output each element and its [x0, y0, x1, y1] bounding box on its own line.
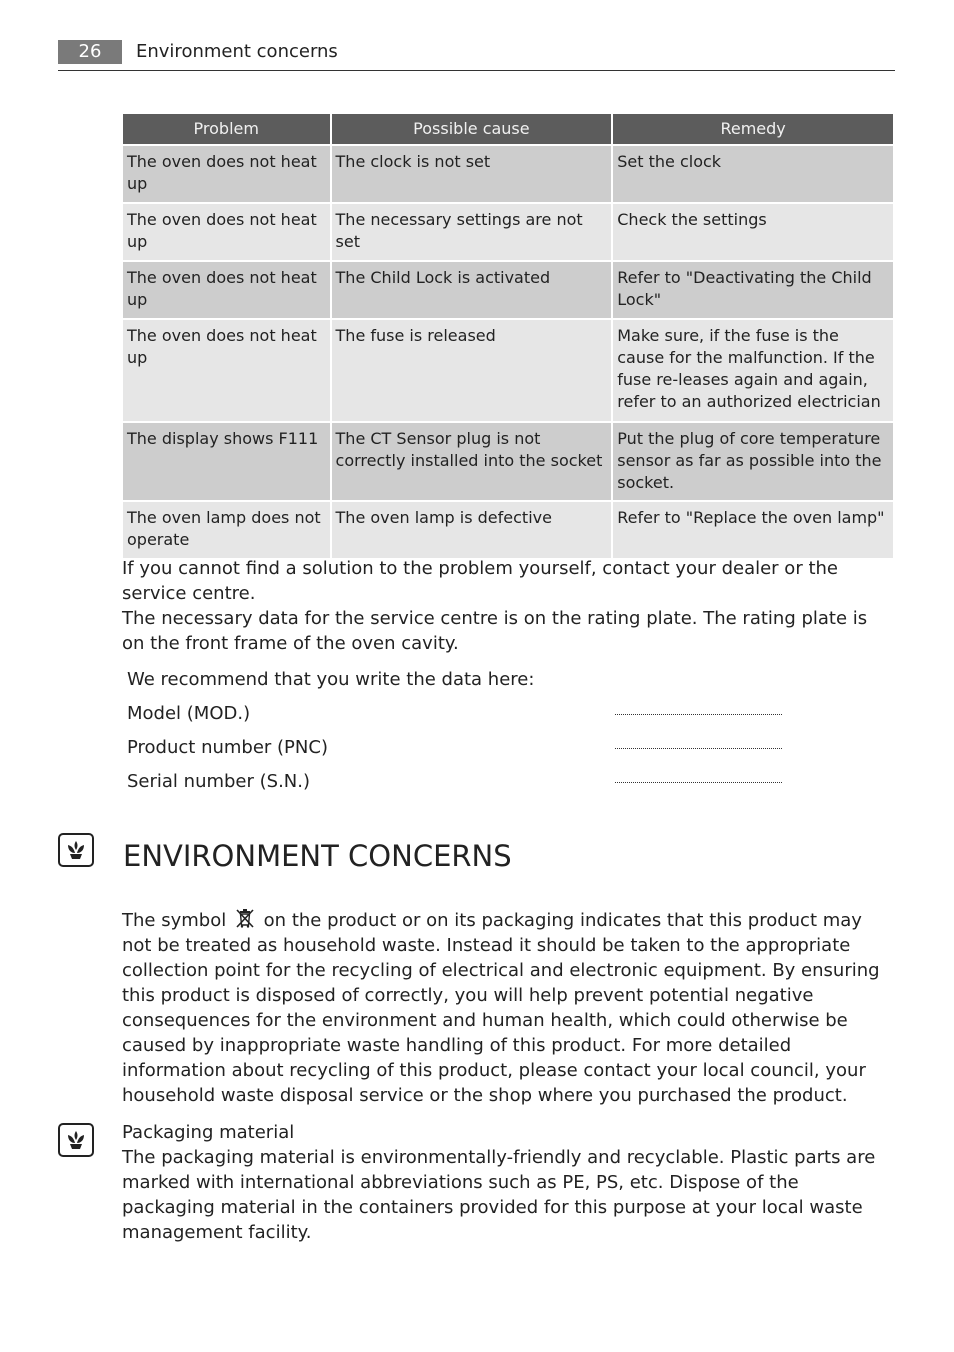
cell-cause: The necessary settings are not set: [332, 204, 612, 260]
cell-cause: The CT Sensor plug is not correctly installed into the socket: [332, 423, 612, 500]
cell-cause: The clock is not set: [332, 146, 612, 202]
cell-remedy: Refer to "Deactivating the Child Lock": [613, 262, 893, 318]
serial-number-write-line: [615, 782, 782, 783]
cell-remedy: Put the plug of core temperature sensor as far as possible into the socket.: [613, 423, 893, 500]
packaging-text: The packaging material is environmentally-friendly and recyclable. Plastic parts are marked with international abbreviations such as PE, PS, etc. Dispose of the packaging material in the containers provided for this purpose at your local waste management facility.: [122, 1147, 876, 1243]
cell-problem: The oven does not heat up: [123, 262, 330, 318]
cell-problem: The oven does not heat up: [123, 320, 330, 421]
recommend-text: We recommend that you write the data here:: [127, 669, 535, 690]
cell-problem: The display shows F111: [123, 423, 330, 500]
weee-paragraph: [122, 907, 892, 1108]
cell-cause: The Child Lock is activated: [332, 262, 612, 318]
cell-cause: The oven lamp is defective: [332, 502, 612, 558]
cell-remedy: Refer to "Replace the oven lamp": [613, 502, 893, 558]
table-header-row: [123, 114, 893, 144]
service-paragraph: If you cannot find a solution to the problem yourself, contact your dealer or the service centre.: [122, 558, 838, 604]
cell-remedy: Make sure, if the fuse is the cause for the malfunction. If the fuse re-leases again and again, refer to an authorized electrician: [613, 320, 893, 421]
cell-cause: The fuse is released: [332, 320, 612, 421]
symbol-prefix: The symbol: [122, 910, 227, 931]
crossed-bin-icon: [234, 907, 256, 929]
table-row: [123, 146, 893, 202]
page-header: [58, 40, 895, 71]
serial-number-label: Serial number (S.N.): [127, 771, 311, 792]
product-number-label: Product number (PNC): [127, 737, 328, 758]
table-row: [123, 502, 893, 558]
running-section-title: Environment concerns: [136, 41, 338, 62]
column-header-problem: Problem: [123, 114, 330, 144]
cell-problem: The oven lamp does not operate: [123, 502, 330, 558]
rating-plate-paragraph: The necessary data for the service centre is on the rating plate. The rating plate is on the front frame of the oven cavity.: [122, 608, 868, 654]
table-row: [123, 262, 893, 318]
environment-icon: [58, 1123, 94, 1157]
troubleshooting-table: [121, 112, 895, 560]
cell-problem: The oven does not heat up: [123, 146, 330, 202]
page-number: 26: [58, 40, 122, 64]
section-title: ENVIRONMENT CONCERNS: [123, 839, 512, 873]
column-header-remedy: Remedy: [613, 114, 893, 144]
column-header-cause: Possible cause: [332, 114, 612, 144]
model-label: Model (MOD.): [127, 703, 251, 724]
product-number-write-line: [615, 748, 782, 749]
table-row: [123, 423, 893, 500]
model-write-line: [615, 714, 782, 715]
environment-icon: [58, 833, 94, 867]
packaging-title: Packaging material: [122, 1122, 295, 1143]
table-row: [123, 204, 893, 260]
table-row: [123, 320, 893, 421]
packaging-block: [122, 1120, 892, 1245]
cell-remedy: Set the clock: [613, 146, 893, 202]
cell-remedy: Check the settings: [613, 204, 893, 260]
cell-problem: The oven does not heat up: [123, 204, 330, 260]
weee-text: on the product or on its packaging indicates that this product may not be treated as household waste. Instead it should be taken to the appropriate collection point for the recycling of electrical and electronic equipment. By ensuring this product is disposed of correctly, you will help prevent potential negative consequences for the environment and human health, which could otherwise be caused by inappropriate waste handling of this product. For more detailed information about recycling of this product, please contact your local council, your household waste disposal service or the shop where you purchased the product.: [122, 910, 880, 1106]
